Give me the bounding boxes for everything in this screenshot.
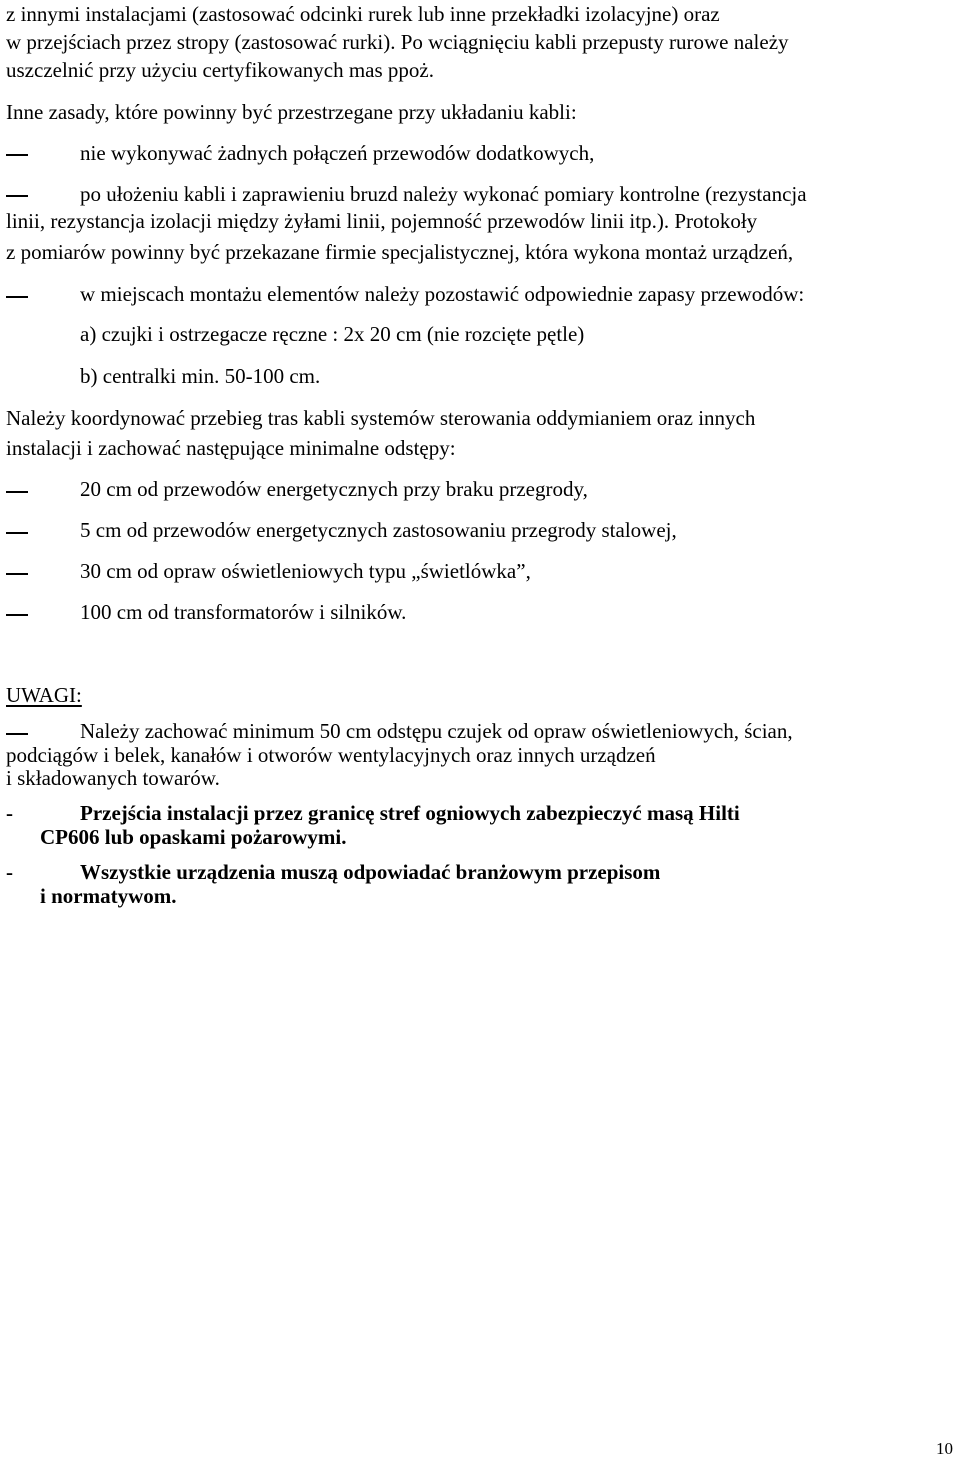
rule-item-2-line-2: linii, rezystancja izolacji między żyłami linii, pojemność przewodów linii itp.). Protokoły [6,209,758,233]
rule-sub-a: a) czujki i ostrzegacze ręczne : 2x 20 cm (nie rozcięte pętle) [80,322,585,346]
dash-marker [6,491,28,493]
page-number: 10 [936,1439,953,1458]
dash-marker [6,573,28,575]
rule-item-3: w miejscach montażu elementów należy pozostawić odpowiednie zapasy przewodów: [80,282,805,306]
coordination-item-3: 30 cm od opraw oświetleniowych typu „świetlówka”, [80,559,531,583]
note-3-line-1: Wszystkie urządzenia muszą odpowiadać branżowym przepisom [80,860,661,884]
rules-heading: Inne zasady, które powinny być przestrzegane przy układaniu kabli: [6,100,577,124]
note-2-line-2: CP606 lub opaskami pożarowymi. [40,825,347,849]
coordination-item-1: 20 cm od przewodów energetycznych przy braku przegrody, [80,477,588,501]
dash-marker [6,154,28,156]
note-3-marker: - [6,860,13,884]
rule-item-2-line-1: po ułożeniu kabli i zaprawieniu bruzd należy wykonać pomiary kontrolne (rezystancja [80,182,807,206]
coordination-item-4: 100 cm od transformatorów i silników. [80,600,407,624]
coordination-line-1: Należy koordynować przebieg tras kabli systemów sterowania oddymianiem oraz innych [6,406,756,430]
rule-item-2-line-3: z pomiarów powinny być przekazane firmie specjalistycznej, która wykona montaż urządzeń, [6,240,794,264]
intro-line-1: z innymi instalacjami (zastosować odcinki rurek lub inne przekładki izolacyjne) oraz [6,2,720,26]
dash-marker [6,296,28,298]
intro-line-2: w przejściach przez stropy (zastosować rurki). Po wciągnięciu kabli przepusty rurowe należy [6,30,789,54]
note-1-line-2: podciągów i belek, kanałów i otworów wentylacyjnych oraz innych urządzeń [6,743,656,767]
note-2-line-1: Przejścia instalacji przez granicę stref ogniowych zabezpieczyć masą Hilti [80,801,740,825]
dash-marker [6,614,28,616]
dash-marker [6,532,28,534]
note-2-marker: - [6,801,13,825]
note-1-line-1: Należy zachować minimum 50 cm odstępu czujek od opraw oświetleniowych, ścian, [80,719,793,743]
note-1-line-3: i składowanych towarów. [6,766,220,790]
intro-line-3: uszczelnić przy użyciu certyfikowanych mas ppoż. [6,58,434,82]
rule-item-1: nie wykonywać żadnych połączeń przewodów dodatkowych, [80,141,595,165]
coordination-item-2: 5 cm od przewodów energetycznych zastosowaniu przegrody stalowej, [80,518,677,542]
dash-marker [6,733,28,735]
coordination-line-2: instalacji i zachować następujące minimalne odstępy: [6,436,456,460]
rule-sub-b: b) centralki min. 50-100 cm. [80,364,321,388]
note-3-line-2: i normatywom. [40,884,177,908]
dash-marker [6,195,28,197]
notes-heading: UWAGI: [6,683,82,707]
